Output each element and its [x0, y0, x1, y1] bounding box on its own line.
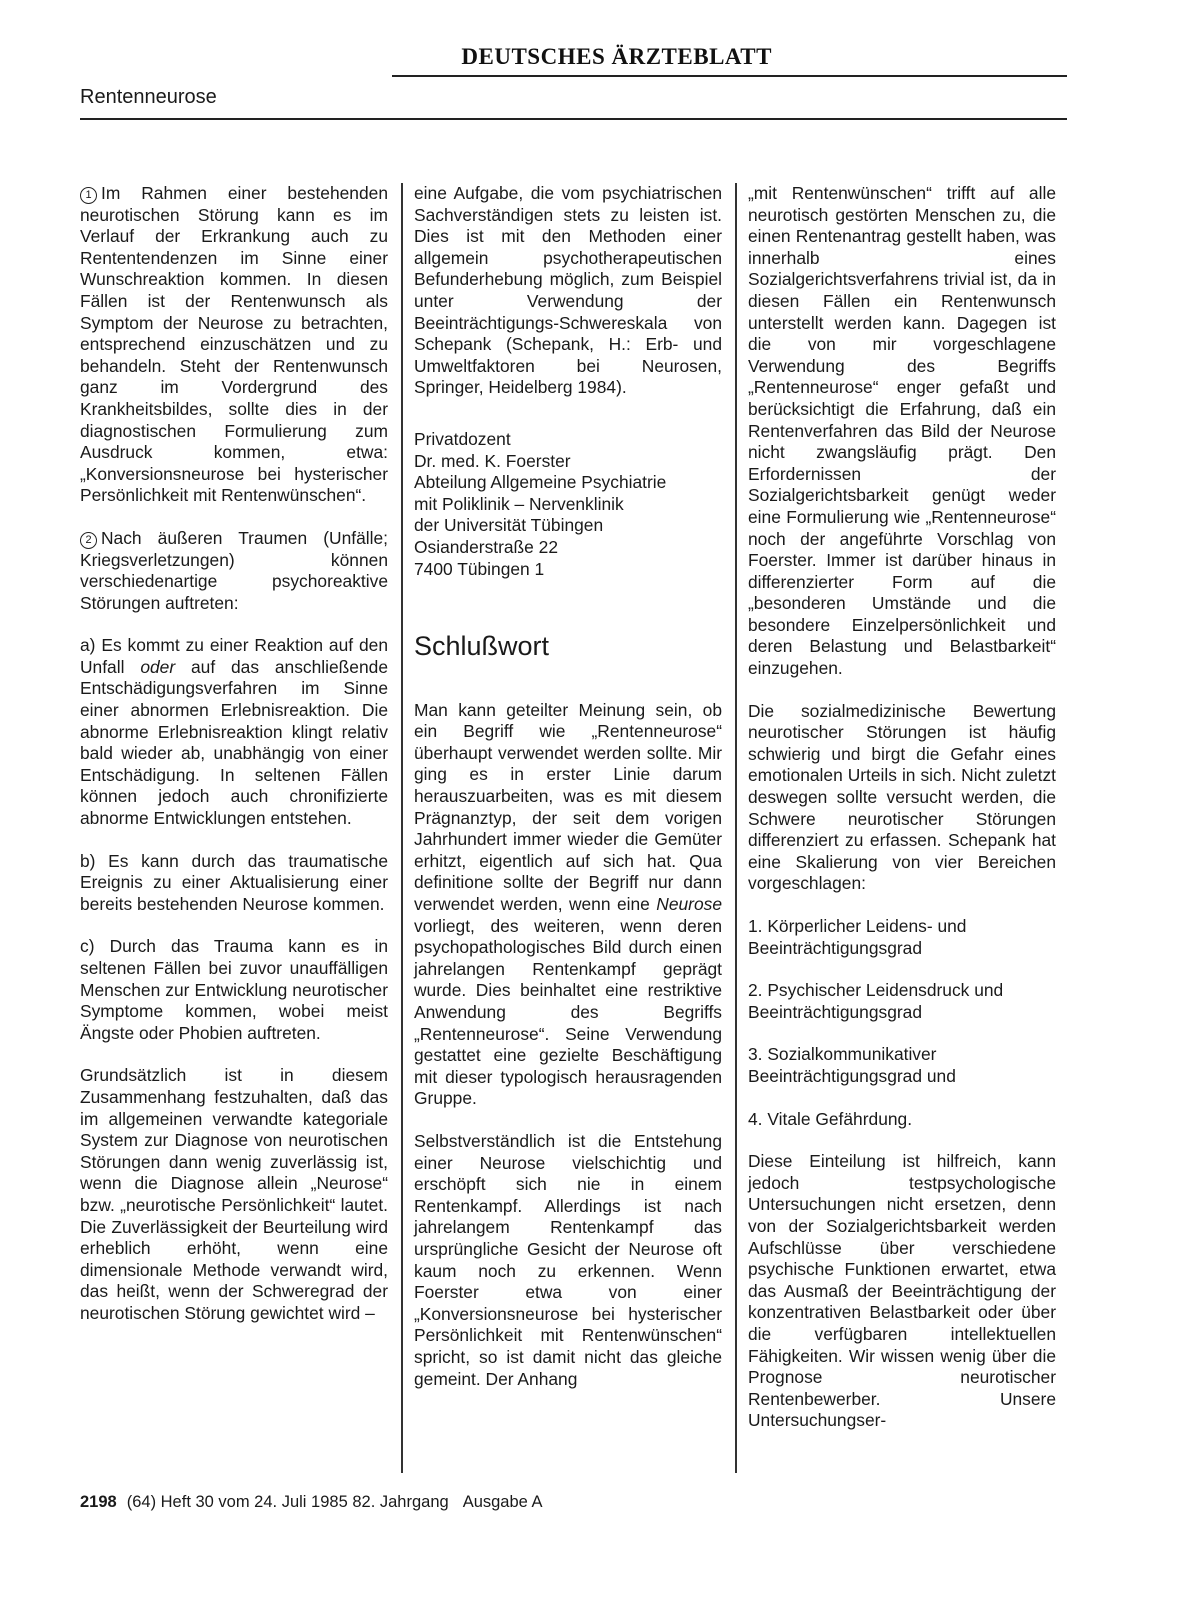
- section-label: Rentenneurose: [80, 86, 217, 108]
- address-line: Osianderstraße 22: [414, 536, 559, 557]
- page-number: 2198: [80, 1493, 117, 1511]
- paragraph-text: a) Es kommt zu einer Reaktion auf den Unfall: [80, 635, 388, 677]
- text-column-3: [748, 183, 1056, 1453]
- paragraph-text: auf das anschließende Entschädigungsverfahren im Sinne einer abnormen Erlebnisreaktion. Die abnorme Erlebnisreaktion klingt relativ bald wieder ab, unabhängig von einer Entschädigung. In seltenen Fällen können jedoch auch chronifizierte abnorme Entwicklungen entstehen.: [80, 656, 388, 829]
- paragraph: [80, 183, 388, 507]
- paragraph: [80, 528, 388, 614]
- section-heading: Schlußwort: [414, 631, 550, 662]
- address-line: 7400 Tübingen 1: [414, 558, 545, 579]
- address-line: der Universität Tübingen: [414, 515, 604, 536]
- paragraph: b) Es kann durch das traumatische Ereignis zu einer Aktualisierung einer bereits bestehenden Neurose kommen.: [80, 850, 388, 914]
- masthead-rule: [392, 75, 1067, 77]
- paragraph-text: Im Rahmen einer bestehenden neurotischen Störung kann es im Verlauf der Erkrankung auch zu Rententendenzen im Sinne einer Wunschreaktion kommen. In diesen Fällen ist der Rentenwunsch als Symptom der Neurose zu betrachten, entsprechend einzuschätzen und zu behandeln. Steht der Rentenwunsch ganz im Vordergrund des Krankheitsbildes, sollte dies in der diagnostischen Formulierung zum Ausdruck kommen, etwa: „Konversionsneurose bei hysterischer Persönlichkeit mit Rentenwünschen“.: [80, 183, 388, 506]
- emphasis: Neurose: [656, 894, 722, 915]
- paragraph: Grundsätzlich ist in diesem Zusammenhang festzuhalten, daß das im allgemeinen verwandte kategoriale System zur Diagnose von neurotischen Störungen dann wenig zuverlässig ist, wenn die Diagnose allein „Neurose“ bzw. „neurotische Persönlichkeit“ lautet. Die Zuverlässigkeit der Beurteilung wird erheblich erhöht, wenn eine dimensionale Methode verwandt wird, das heißt, wenn der Schweregrad der neurotischen Störung gewichtet wird –: [80, 1065, 388, 1323]
- paragraph-text: vorliegt, des weiteren, wenn deren psychopathologisches Bild durch einen jahrelangen Rentenkampf geprägt wurde. Dies beinhaltet eine restriktive Anwendung des Begriffs „Rentenneurose“. Seine Verwendung gestattet eine gezielte Beschäftigung mit dieser typologisch herausragenden Gruppe.: [414, 915, 722, 1109]
- text-column-1: [80, 183, 388, 1346]
- list-item: 4. Vitale Gefährdung.: [748, 1108, 913, 1129]
- column-divider-2: [735, 183, 737, 1473]
- section-rule: [80, 118, 1067, 120]
- list-item: 1. Körperlicher Leidens- und Beeinträchtigungsgrad: [748, 916, 967, 958]
- paragraph: Selbstverständlich ist die Entstehung einer Neurose vielschichtig und erschöpft sich nie in einem Rentenkampf. Allerdings ist nach jahrelangem Rentenkampf das ursprüngliche Gesicht der Neurose oft kaum noch zu erkennen. Wenn Foerster etwa von einer „Konversionsneurose bei hysterischer Persönlichkeit mit Rentenwünschen“ spricht, so ist damit nicht das gleiche gemeint. Der Anhang: [414, 1130, 722, 1389]
- masthead: DEUTSCHES ÄRZTEBLATT: [461, 44, 772, 69]
- list-item: 3. Sozialkommunikativer Beeinträchtigungsgrad und: [748, 1044, 956, 1086]
- volume-info: 82. Jahrgang: [352, 1493, 449, 1511]
- paragraph: [414, 700, 722, 1110]
- edition-info: Ausgabe A: [462, 1493, 543, 1511]
- column-divider-1: [401, 183, 403, 1473]
- paragraph: c) Durch das Trauma kann es in seltenen Fällen bei zuvor unauffälligen Menschen zur Entwicklung neurotischer Symptome kommen, wobei meist Ängste oder Phobien auftreten.: [80, 936, 388, 1043]
- paragraph: Die sozialmedizinische Bewertung neurotischer Störungen ist häufig schwierig und birgt die Gefahr eines emotionalen Urteils in sich. Nicht zuletzt deswegen sollte versucht werden, die Schwere neurotischer Störungen differenziert zu erfassen. Schepank hat eine Skalierung von vier Bereichen vorgeschlagen:: [748, 700, 1056, 894]
- text-column-2: [414, 183, 722, 1411]
- address-line: mit Poliklinik – Nervenklinik: [414, 493, 624, 514]
- address-line: Abteilung Allgemeine Psychiatrie: [414, 472, 667, 493]
- page-footer: [80, 1493, 543, 1512]
- address-line: Dr. med. K. Foerster: [414, 450, 571, 471]
- emphasis: oder: [140, 656, 176, 677]
- author-address: [414, 429, 722, 580]
- paragraph: [80, 635, 388, 829]
- paragraph-text: Man kann geteilter Meinung sein, ob ein Begriff wie „Rentenneurose“ überhaupt verwendet werden sollte. Mir ging es in erster Linie darum herauszuarbeiten, was es mit diesem Prägnanztyp, der seit dem vorigen Jahrhundert immer wieder die Gemüter erhitzt, eigentlich auf sich hat. Qua definitione sollte der Begriff nur dann verwendet werden, wenn eine: [414, 699, 722, 915]
- paragraph-text: Nach äußeren Traumen (Unfälle; Kriegsverletzungen) können verschiedenartige psychoreaktive Störungen auftreten:: [80, 527, 388, 613]
- issue-info: (64) Heft 30 vom 24. Juli 1985: [126, 1493, 348, 1511]
- list-item: 2. Psychischer Leidensdruck und Beeinträchtigungsgrad: [748, 980, 1004, 1022]
- paragraph: „mit Rentenwünschen“ trifft auf alle neurotisch gestörten Menschen zu, die einen Rentenantrag gestellt haben, was innerhalb eines Sozialgerichtsverfahrens trivial ist, da in diesen Fällen ein Rentenwunsch unterstellt werden kann. Dagegen ist die von mir vorgeschlagene Verwendung des Begriffs „Rentenneurose“ enger gefaßt und berücksichtigt die Erfahrung, daß ein Rentenverfahren das Bild der Neurose nicht zwangsläufig prägt. Den Erfordernissen der Sozialgerichtsbarkeit genügt weder eine Formulierung wie „Rentenneurose“ noch der angeführte Vorschlag von Foerster. Immer ist darüber hinaus in differenzierter Form auf die „besonderen Umstände und die besondere Einzelpersönlichkeit und deren Belastung und Belastbarkeit“ einzugehen.: [748, 183, 1056, 679]
- address-line: Privatdozent: [414, 428, 511, 449]
- paragraph: Diese Einteilung ist hilfreich, kann jedoch testpsychologische Untersuchungen nicht ersetzen, denn von der Sozialgerichtsbarkeit werden Aufschlüsse über verschiedene psychische Funktionen erwartet, etwa das Ausmaß der Beeinträchtigung der konzentrativen Belastbarkeit oder über die verfügbaren intellektuellen Fähigkeiten. Wir wissen wenig über die Prognose neurotischer Rentenbewerber. Unsere Untersuchungser-: [748, 1151, 1056, 1431]
- circled-number: 1: [80, 187, 97, 204]
- circled-number: 2: [80, 532, 97, 549]
- paragraph: eine Aufgabe, die vom psychiatrischen Sachverständigen stets zu leisten ist. Dies ist mit den Methoden einer allgemein psychotherapeutischen Befunderhebung möglich, zum Beispiel unter Verwendung der Beeinträchtigungs-Schwereskala von Schepank (Schepank, H.: Erb- und Umweltfaktoren bei Neurosen, Springer, Heidelberg 1984).: [414, 183, 722, 398]
